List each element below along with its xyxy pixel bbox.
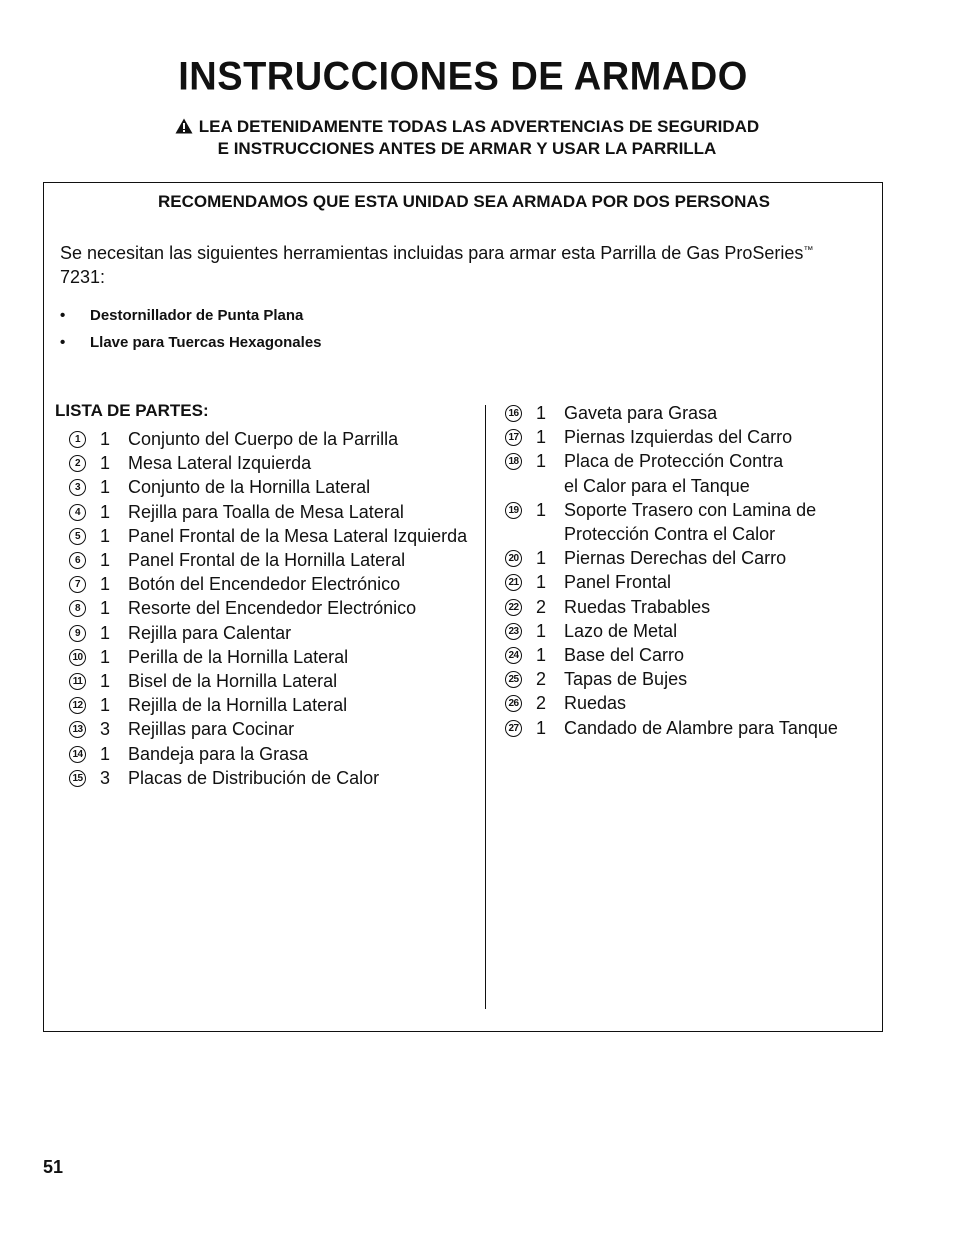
part-name: Mesa Lateral Izquierda xyxy=(128,453,312,474)
part-number-circle: 27 xyxy=(505,720,522,737)
part-name: Botón del Encendedor Electrónico xyxy=(128,574,401,595)
part-name: Panel Frontal de la Hornilla Lateral xyxy=(128,550,406,570)
tool-item xyxy=(60,334,322,351)
tool-item xyxy=(60,307,303,324)
part-name: Conjunto del Cuerpo de la Parrilla xyxy=(128,429,399,449)
part-number-circle: 15 xyxy=(69,770,86,787)
part-name: Gaveta para Grasa xyxy=(564,403,718,423)
part-number-circle: 25 xyxy=(505,671,522,688)
tools-intro xyxy=(60,239,860,289)
part-name: Rejilla de la Hornilla Lateral xyxy=(128,695,348,716)
part-quantity: 1 xyxy=(100,598,111,619)
parts-list-heading: LISTA DE PARTES: xyxy=(55,401,209,420)
part-number-circle: 14 xyxy=(69,746,86,763)
part-number-circle: 10 xyxy=(69,649,86,666)
part-quantity: 1 xyxy=(536,451,547,472)
part-name: Resorte del Encendedor Electrónico xyxy=(128,598,417,619)
part-name: el Calor para el Tanque xyxy=(564,475,750,496)
part-number-circle: 13 xyxy=(69,721,86,738)
part-name: Candado de Alambre para Tanque xyxy=(564,717,838,738)
part-quantity: 1 xyxy=(100,501,111,522)
part-quantity: 1 xyxy=(100,574,111,595)
part-quantity: 1 xyxy=(100,477,111,498)
warning-triangle-icon xyxy=(175,118,193,134)
part-quantity: 1 xyxy=(100,671,111,691)
part-quantity: 1 xyxy=(100,695,111,716)
part-quantity: 1 xyxy=(536,717,547,738)
part-name: Rejillas para Cocinar xyxy=(128,719,295,740)
part-quantity: 3 xyxy=(100,719,111,740)
part-name: Bandeja para la Grasa xyxy=(128,743,309,764)
part-quantity: 1 xyxy=(536,403,547,423)
part-quantity: 1 xyxy=(536,572,547,593)
trademark-symbol: ™ xyxy=(803,245,814,256)
part-quantity: 2 xyxy=(536,596,547,617)
part-number-circle: 26 xyxy=(505,695,522,712)
part-quantity: 1 xyxy=(536,548,547,569)
safety-warning xyxy=(0,116,934,160)
part-name: Ruedas xyxy=(564,693,627,714)
part-number-circle: 9 xyxy=(69,625,86,642)
part-number-circle: 12 xyxy=(69,697,86,714)
part-number-circle: 16 xyxy=(505,405,522,422)
page-title: INSTRUCCIONES DE ARMADO xyxy=(178,54,748,100)
part-name: Rejilla para Toalla de Mesa Lateral xyxy=(128,501,404,522)
part-quantity: 1 xyxy=(536,427,547,448)
part-quantity: 3 xyxy=(100,767,111,788)
part-quantity: 1 xyxy=(100,453,111,474)
part-name: Placa de Protección Contra xyxy=(564,451,784,472)
part-quantity: 1 xyxy=(536,620,547,641)
part-name: Protección Contra el Calor xyxy=(564,523,776,544)
part-quantity: 1 xyxy=(536,499,547,520)
part-name: Lazo de Metal xyxy=(564,620,678,641)
part-name: Panel Frontal de la Mesa Lateral Izquierda xyxy=(128,525,468,546)
parts-box xyxy=(43,182,883,1032)
part-name: Placas de Distribución de Calor xyxy=(128,767,380,788)
part-number-circle: 3 xyxy=(69,479,86,496)
part-number-circle: 6 xyxy=(69,552,86,569)
part-number-circle: 18 xyxy=(505,453,522,470)
part-quantity: 2 xyxy=(536,693,547,714)
part-name: Piernas Izquierdas del Carro xyxy=(564,427,793,448)
tools-intro-model: 7231: xyxy=(60,267,106,287)
warning-line-2: E INSTRUCCIONES ANTES DE ARMAR Y USAR LA PARRILLA xyxy=(217,139,717,158)
part-number-circle: 22 xyxy=(505,599,522,616)
part-number-circle: 23 xyxy=(505,623,522,640)
page-number: 51 xyxy=(43,1157,64,1177)
part-number-circle: 5 xyxy=(69,528,86,545)
part-number-circle: 7 xyxy=(69,576,86,593)
tools-intro-text: Se necesitan las siguientes herramientas incluidas para armar esta Parrilla de Gas ProSeries xyxy=(60,243,804,263)
part-name: Rejilla para Calentar xyxy=(128,622,292,643)
part-number-circle: 19 xyxy=(505,502,522,519)
column-divider xyxy=(485,405,486,1009)
part-quantity: 2 xyxy=(536,669,547,690)
tool-name: Llave para Tuercas Hexagonales xyxy=(90,334,322,351)
part-number-circle: 8 xyxy=(69,600,86,617)
part-quantity: 1 xyxy=(100,743,111,764)
part-quantity: 1 xyxy=(100,525,111,546)
part-number-circle: 21 xyxy=(505,574,522,591)
tool-name: Destornillador de Punta Plana xyxy=(90,307,304,324)
two-person-recommendation: RECOMENDAMOS QUE ESTA UNIDAD SEA ARMADA POR DOS PERSONAS xyxy=(157,192,771,211)
part-number-circle: 2 xyxy=(69,455,86,472)
part-number-circle: 1 xyxy=(69,431,86,448)
part-quantity: 1 xyxy=(100,429,111,449)
part-number-circle: 17 xyxy=(505,429,522,446)
bullet: • xyxy=(60,307,66,324)
part-name: Conjunto de la Hornilla Lateral xyxy=(128,477,371,498)
part-name: Soporte Trasero con Lamina de xyxy=(564,499,817,520)
part-quantity: 1 xyxy=(100,622,111,643)
warning-line-1 xyxy=(0,116,934,138)
part-name: Perilla de la Hornilla Lateral xyxy=(128,646,349,667)
part-quantity: 1 xyxy=(100,550,111,570)
part-number-circle: 24 xyxy=(505,647,522,664)
warning-text-1: LEA DETENIDAMENTE TODAS LAS ADVERTENCIAS DE SEGURIDAD xyxy=(198,117,760,136)
part-number-circle: 4 xyxy=(69,504,86,521)
part-quantity: 1 xyxy=(536,645,547,665)
part-name: Tapas de Bujes xyxy=(564,669,688,690)
part-name: Bisel de la Hornilla Lateral xyxy=(128,671,338,691)
part-name: Piernas Derechas del Carro xyxy=(564,548,787,569)
bullet: • xyxy=(60,334,66,351)
part-number-circle: 20 xyxy=(505,550,522,567)
part-name: Panel Frontal xyxy=(564,572,672,593)
part-name: Ruedas Trabables xyxy=(564,596,711,617)
part-number-circle: 11 xyxy=(69,673,86,690)
part-quantity: 1 xyxy=(100,646,111,667)
part-name: Base del Carro xyxy=(564,645,685,665)
